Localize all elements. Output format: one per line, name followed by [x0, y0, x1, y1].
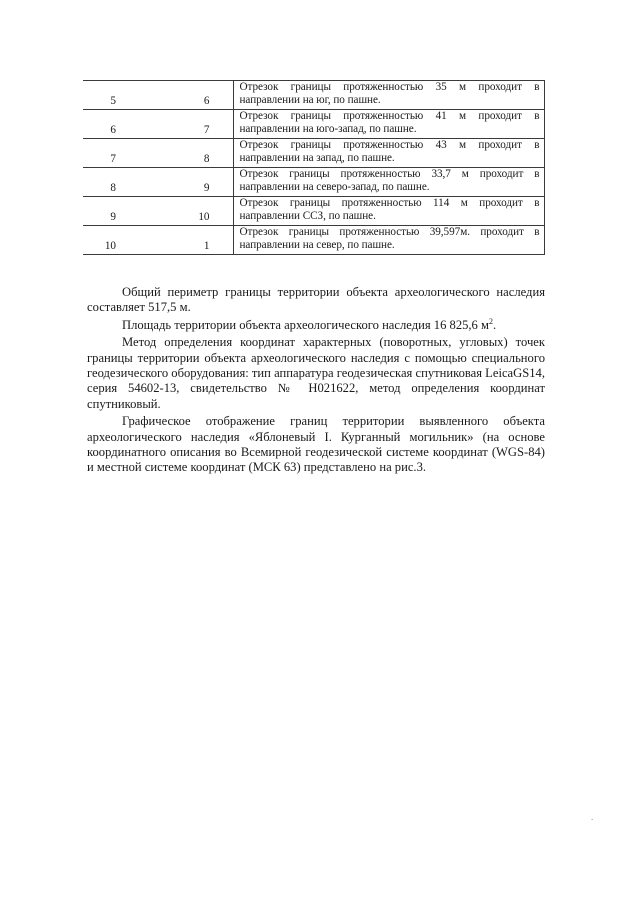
point-to-cell: 8 — [158, 139, 233, 168]
boundary-segments-body — [83, 81, 544, 255]
point-from-cell: 8 — [83, 168, 158, 197]
point-from-cell: 9 — [83, 197, 158, 226]
area-period: . — [492, 317, 497, 332]
point-to-cell: 9 — [158, 168, 233, 197]
point-to-cell: 1 — [158, 226, 233, 255]
point-to-cell: 10 — [158, 197, 233, 226]
segment-description-cell: Отрезок границы протяженностью 41 м проходит в направлении на юго-запад, по пашне. — [233, 110, 544, 139]
area-unit-superscript: 2 — [488, 316, 493, 326]
table-row — [83, 110, 544, 139]
segment-description-cell: Отрезок границы протяженностью 39,597м. проходит в направлении на север, по пашне. — [233, 226, 544, 255]
area-paragraph — [87, 318, 545, 333]
segment-description-cell: Отрезок границы протяженностью 43 м проходит в направлении на запад, по пашне. — [233, 139, 544, 168]
segment-description-cell: Отрезок границы протяженностью 35 м проходит в направлении на юг, по пашне. — [233, 81, 544, 110]
table-row — [83, 81, 544, 110]
body-text — [87, 285, 545, 476]
point-from-cell: 10 — [83, 226, 158, 255]
point-from-cell: 6 — [83, 110, 158, 139]
point-from-cell: 7 — [83, 139, 158, 168]
area-text: Площадь территории объекта археологического наследия 16 825,6 м — [122, 317, 489, 332]
table-row — [83, 168, 544, 197]
point-to-cell: 6 — [158, 81, 233, 110]
scan-mark: . — [591, 812, 594, 822]
method-paragraph: Метод определения координат характерных (поворотных, угловых) точек границы территории объекта археологического наследия с помощью специального геодезического оборудования: тип аппаратура геодезическая спутниковая LeicaGS14, серия 54602-13, свидетельство № Н021622, метод определения координат спутниковый. — [87, 335, 545, 411]
perimeter-paragraph: Общий периметр границы территории объекта археологического наследия составляет 517,5 м. — [87, 285, 545, 315]
table-row — [83, 139, 544, 168]
point-from-cell: 5 — [83, 81, 158, 110]
table-row — [83, 226, 544, 255]
boundary-segments-table — [83, 80, 545, 255]
segment-description-cell: Отрезок границы протяженностью 33,7 м проходит в направлении на северо-запад, по пашне. — [233, 168, 544, 197]
point-to-cell: 7 — [158, 110, 233, 139]
graphic-paragraph: Графическое отображение границ территории выявленного объекта археологического наследия «Яблоневый I. Курганный могильник» (на основе координатного описания во Всемирной геодезической системе координат (WGS-84) и местной системе координат (МСК 63) представлено на рис.3. — [87, 414, 545, 475]
segment-description-cell: Отрезок границы протяженностью 114 м проходит в направлении ССЗ, по пашне. — [233, 197, 544, 226]
table-row — [83, 197, 544, 226]
